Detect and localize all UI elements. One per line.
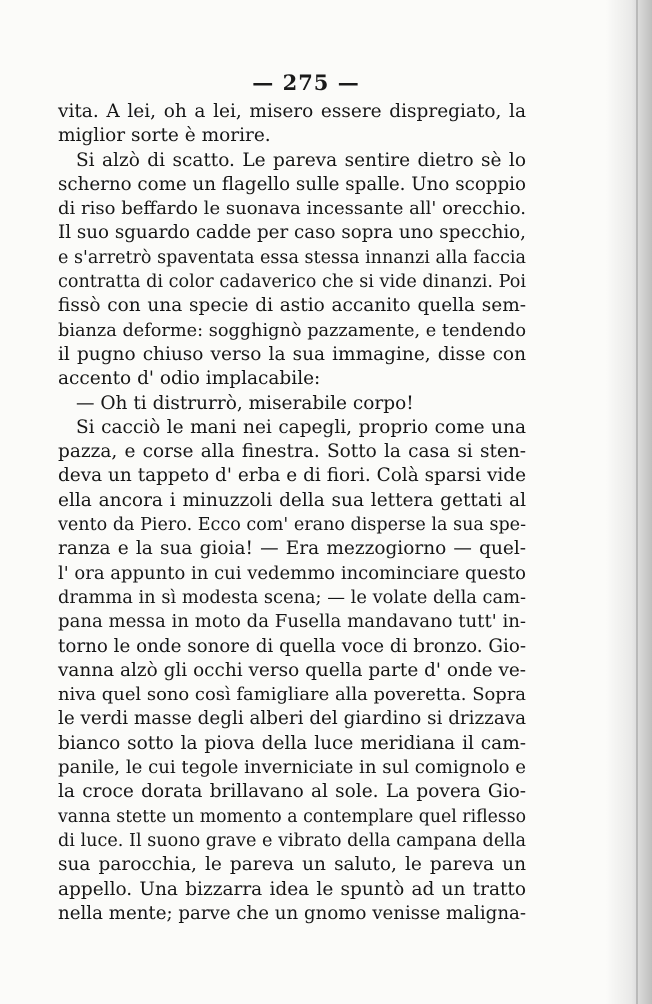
text-line: ella ancora i minuzzoli della sua lettera gettati al — [58, 489, 526, 511]
text-line: l' ora appunto in cui vedemmo incominciare questo — [58, 562, 526, 584]
text-line: sua parocchia, le pareva un saluto, le pareva un — [58, 854, 526, 876]
body-text — [58, 100, 526, 926]
text-line: e s'arretrò spaventata essa stessa innanzi alla faccia — [58, 247, 526, 268]
text-line: di luce. Il suono grave e vibrato della campana della — [58, 830, 526, 851]
text-line: pazza, e corse alla finestra. Sotto la casa si sten- — [58, 441, 526, 463]
text-line: il pugno chiuso verso la sua immagine, disse con — [58, 343, 526, 365]
text-line: le verdi masse degli alberi del giardino si drizzava — [58, 708, 526, 730]
text-line: bianza deforme: sogghignò pazzamente, e tendendo — [58, 320, 526, 341]
text-line: la croce dorata brillavano al sole. La povera Gio- — [58, 781, 526, 803]
text-line: torno le onde sonore di quella voce di bronzo. Gio- — [58, 635, 526, 657]
text-line: vanna stette un momento a contemplare quel riflesso — [58, 806, 526, 827]
text-line: nella mente; parve che un gnomo venisse maligna- — [58, 902, 526, 924]
binding-edge — [636, 0, 638, 1004]
binding-shadow — [606, 0, 652, 1004]
text-line: vento da Piero. Ecco com' erano disperse la sua spe- — [58, 515, 526, 536]
text-line: niva quel sono così famigliare alla poveretta. Sopra — [58, 684, 526, 706]
text-line: vanna alzò gli occhi verso quella parte d' onde ve- — [58, 659, 526, 681]
text-line: Si cacciò le mani nei capegli, proprio come una — [76, 416, 526, 438]
text-line: scherno come un flagello sulle spalle. Uno scoppio — [58, 173, 526, 195]
text-line: Si alzò di scatto. Le pareva sentire dietro sè lo — [76, 149, 526, 171]
text-line: bianco sotto la piova della luce meridiana il cam- — [58, 732, 526, 754]
text-line: di riso beffardo le suonava incessante all' orecchio. — [58, 198, 526, 220]
text-line: ranza e la sua gioia! — Era mezzogiorno — quel- — [58, 538, 526, 560]
text-line: contratta di color cadaverico che si vide dinanzi. Poi — [58, 272, 526, 293]
text-line: appello. Una bizzarra idea le spuntò ad un tratto — [58, 878, 526, 900]
text-line: vita. A lei, oh a lei, misero essere dispregiato, la — [58, 101, 526, 122]
text-line: miglior sorte è morire. — [58, 125, 271, 147]
text-line: panile, le cui tegole inverniciate in sul comignolo e — [58, 757, 526, 779]
text-line: fissò con una specie di astio accanito quella sem- — [58, 295, 526, 317]
text-line: — Oh ti distrurrò, miserabile corpo! — [76, 392, 414, 414]
text-line: accento d' odio implacabile: — [58, 368, 321, 390]
page-number: — 275 — — [252, 70, 360, 95]
text-line: Il suo sguardo cadde per caso sopra uno specchio, — [58, 222, 526, 244]
text-line: deva un tappeto d' erba e di fiori. Colà sparsi vide — [58, 465, 526, 487]
text-line: pana messa in moto da Fusella mandavano tutt' in- — [58, 611, 526, 633]
text-line: dramma in sì modesta scena; — le volate della cam- — [58, 586, 526, 608]
